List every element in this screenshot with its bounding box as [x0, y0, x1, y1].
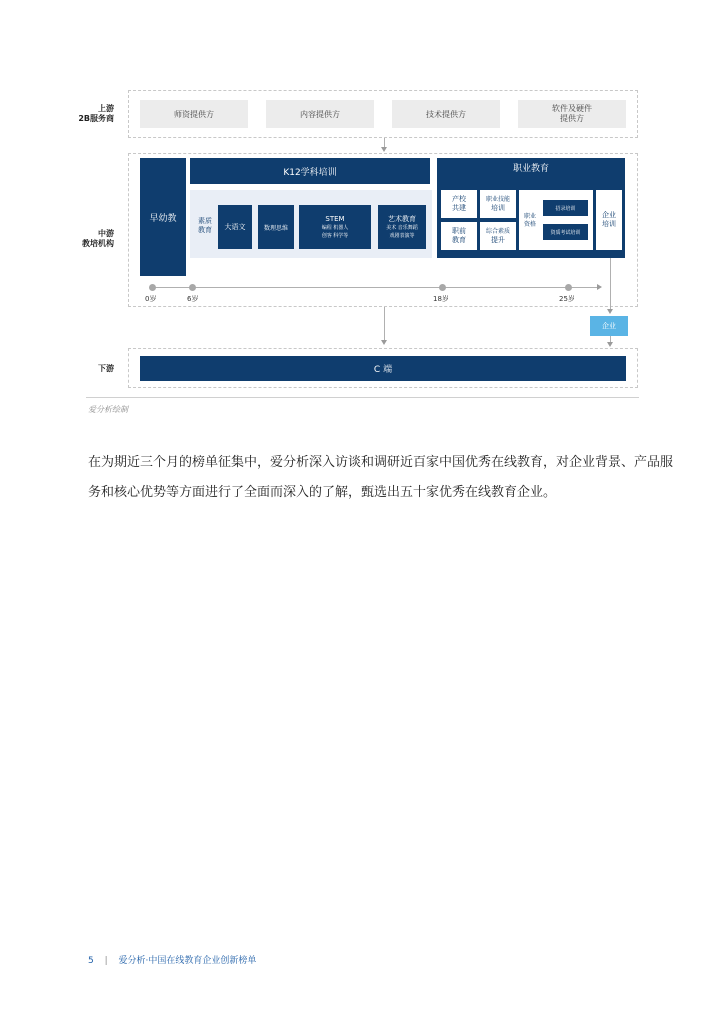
dayuwen-box [218, 205, 252, 249]
age-dot-25 [565, 284, 572, 291]
enterprise-box [590, 316, 628, 336]
age-label-6: 6岁 [187, 295, 199, 303]
voc-to-enterprise-line [610, 258, 611, 310]
voc-zige-kaoshi-label: 资质考试培训 [550, 229, 581, 236]
upstream-box-tech [392, 100, 500, 128]
upstream-label-line1: 上游 [98, 104, 114, 113]
voc-zige-line2: 资格 [523, 221, 536, 228]
early-education-box [140, 158, 186, 276]
vocational-header [437, 158, 625, 176]
voc-to-enterprise-head [607, 309, 613, 314]
figure-divider [86, 397, 639, 398]
body-paragraph [88, 448, 674, 508]
upstream-box-software-line1: 软件及硬件 [552, 104, 592, 113]
arrow-mid-down-line [384, 307, 385, 341]
upstream-box-content-label: 内容提供方 [300, 109, 340, 119]
voc-zhiqian [441, 222, 477, 250]
stem-line1: 编程 机器人 [321, 224, 349, 231]
stem-title: STEM [325, 214, 345, 223]
upstream-box-software [518, 100, 626, 128]
voc-zhiye-jineng [480, 190, 516, 218]
voc-zhiye-jineng-line1: 职业技能 [485, 196, 510, 203]
upstream-box-teacher-label: 师资提供方 [174, 109, 214, 119]
age-label-18: 18岁 [433, 295, 449, 303]
voc-zhiqian-line2: 教育 [452, 236, 466, 244]
voc-chanxiao [441, 190, 477, 218]
upstream-label [70, 104, 114, 124]
voc-qiye-peixun-line2: 培训 [602, 220, 616, 228]
voc-zige-kaoshi-box [543, 224, 588, 240]
age-timeline-arrowhead [597, 284, 602, 290]
voc-zhiye-jineng-line2: 培训 [491, 204, 505, 212]
c-end-bar [140, 356, 626, 381]
shuli-label: 数理思维 [263, 224, 288, 232]
age-dot-6 [189, 284, 196, 291]
age-label-0: 0岁 [145, 295, 157, 303]
voc-qiye-peixun [596, 190, 622, 250]
art-box [378, 205, 426, 249]
downstream-label: 下游 [98, 364, 114, 373]
age-dot-18 [439, 284, 446, 291]
k12-header-label: K12学科培训 [283, 167, 337, 178]
age-label-25: 25岁 [559, 295, 575, 303]
upstream-box-tech-label: 技术提供方 [426, 109, 466, 119]
page-footer [88, 953, 256, 966]
upstream-box-content [266, 100, 374, 128]
footer-title: 爱分析·中国在线教育企业创新榜单 [118, 956, 257, 966]
midstream-label [70, 229, 114, 249]
stem-line2: 创客 科学等 [321, 232, 349, 239]
voc-qiye-peixun-line1: 企业 [602, 211, 616, 219]
enterprise-to-c-head [607, 342, 613, 347]
art-line2: 戏剧表演等 [389, 232, 415, 239]
upstream-box-teacher [140, 100, 248, 128]
body-paragraph-line1: 在为期近三个月的榜单征集中，爱分析深入访谈和调研近百家中国优秀在线教育，对企业背景、产品服 [88, 455, 674, 470]
upstream-box-software-line2: 提供方 [560, 114, 584, 123]
arrow-up-mid-head [381, 147, 387, 152]
age-dot-0 [149, 284, 156, 291]
body-paragraph-line2: 务和核心优势等方面进行了全面而深入的了解，甄选出五十家优秀在线教育企业。 [88, 485, 557, 500]
c-end-label: C 端 [373, 365, 393, 375]
vocational-header-label: 职业教育 [512, 163, 549, 174]
age-timeline-line [153, 287, 598, 288]
suzhi-label-line2: 教育 [198, 226, 212, 234]
suzhi-label [192, 214, 218, 238]
upstream-label-line2: 2B服务商 [78, 114, 114, 123]
voc-zonghe [480, 222, 516, 250]
voc-zhaokao-box [543, 200, 588, 216]
footer-separator: | [104, 956, 108, 966]
k12-header [190, 158, 430, 184]
voc-zonghe-line2: 提升 [491, 236, 505, 244]
early-education-label: 早幼教 [149, 213, 177, 224]
footer-page-number: 5 [88, 956, 94, 966]
art-title: 艺术教育 [388, 214, 416, 223]
figure-source: 爱分析绘制 [88, 405, 128, 414]
stem-box [299, 205, 371, 249]
voc-zonghe-line1: 综合素质 [485, 228, 510, 235]
dayuwen-label: 大语文 [224, 223, 246, 231]
midstream-label-line1: 中游 [98, 229, 114, 238]
voc-zhiqian-line1: 职前 [452, 227, 466, 235]
suzhi-label-line1: 素质 [198, 217, 212, 225]
voc-chanxiao-line1: 产校 [452, 195, 466, 203]
voc-zige-line1: 职业 [523, 213, 536, 220]
arrow-mid-down-head [381, 340, 387, 345]
art-line1: 美术 音乐舞蹈 [386, 224, 418, 231]
midstream-label-line2: 教培机构 [82, 239, 114, 248]
voc-zige-label [520, 208, 540, 234]
shuli-box [258, 205, 294, 249]
voc-zhaokao-label: 招录培训 [555, 205, 576, 212]
voc-chanxiao-line2: 共建 [452, 204, 466, 212]
enterprise-label: 企业 [602, 322, 616, 330]
